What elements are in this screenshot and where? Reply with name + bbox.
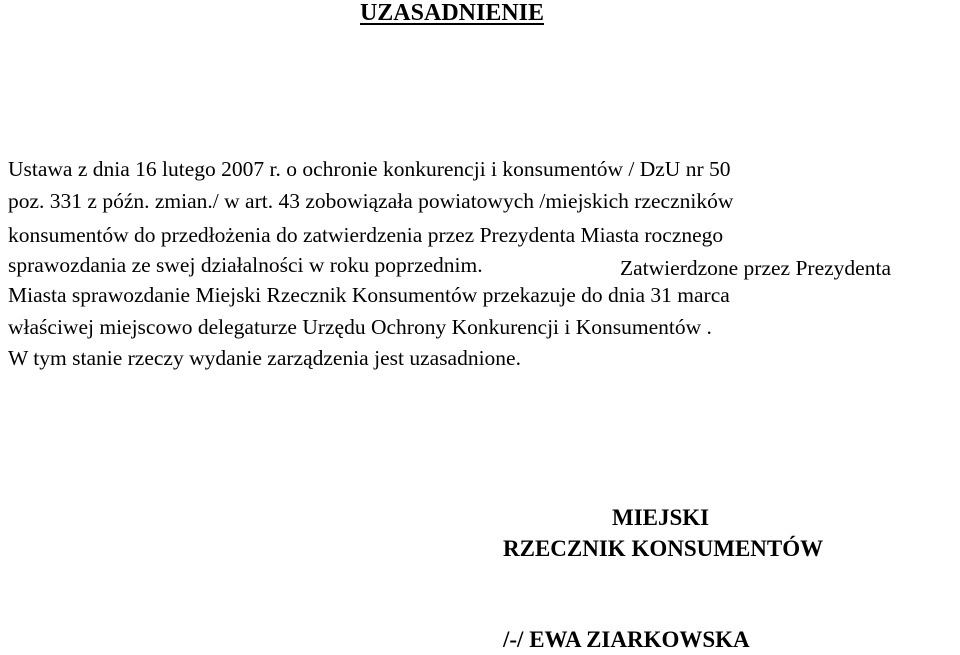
body-line-5: Miasta sprawozdanie Miejski Rzecznik Konsumentów przekazuje do dnia 31 marca xyxy=(8,283,730,307)
signature-name: /-/ EWA ZIARKOWSKA xyxy=(503,627,750,652)
signature-title-line-2: RZECZNIK KONSUMENTÓW xyxy=(503,536,824,561)
body-line-4: sprawozdania ze swej działalności w roku poprzednim. xyxy=(8,253,483,277)
body-line-4-continuation: Zatwierdzone przez Prezydenta xyxy=(620,256,891,280)
body-line-1: Ustawa z dnia 16 lutego 2007 r. o ochronie konkurencji i konsumentów / DzU nr 50 xyxy=(8,157,731,181)
signature-title-line-1: MIEJSKI xyxy=(612,505,710,530)
body-line-7: W tym stanie rzeczy wydanie zarządzenia jest uzasadnione. xyxy=(8,346,521,370)
document-heading: UZASADNIENIE xyxy=(359,0,545,26)
body-line-2: poz. 331 z późn. zmian./ w art. 43 zobowiązała powiatowych /miejskich rzeczników xyxy=(8,189,734,213)
body-line-3: konsumentów do przedłożenia do zatwierdzenia przez Prezydenta Miasta rocznego xyxy=(8,223,724,247)
body-line-6: właściwej miejscowo delegaturze Urzędu Ochrony Konkurencji i Konsumentów . xyxy=(8,315,712,339)
